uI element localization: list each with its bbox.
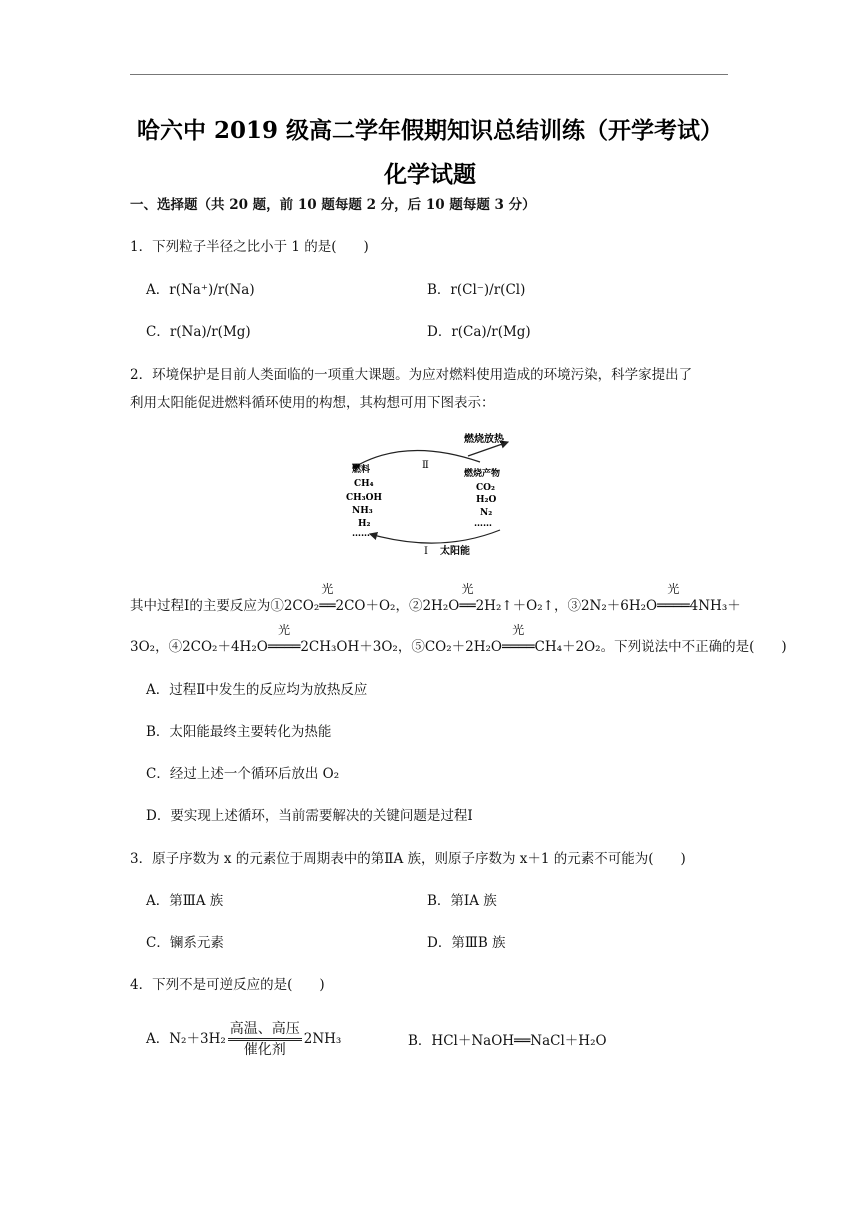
q3-option-d: D．第ⅢB 族 (427, 935, 506, 951)
fuel-item: NH₃ (352, 506, 373, 516)
light-label: 光 (667, 582, 680, 596)
fuel-item: H₂ (358, 519, 371, 529)
q3-option-c: C．镧系元素 (146, 935, 224, 951)
header-rule (130, 74, 728, 75)
heat-label: 燃烧放热 (464, 434, 504, 445)
q3-option-a: A．第ⅢA 族 (146, 893, 224, 909)
q2-reaction-line2 (130, 623, 787, 656)
reaction-text: 4NH₃＋ (689, 598, 741, 614)
q1-option-c: C．r(Na)/r(Mg) (146, 324, 251, 340)
q2-reaction-line1 (130, 582, 741, 615)
light-label: 光 (278, 623, 291, 637)
q2-option-d: D．要实现上述循环，当前需要解决的关键问题是过程Ⅰ (146, 808, 473, 824)
q4-a-conditions (228, 1020, 302, 1059)
q2-option-c: C．经过上述一个循环后放出 O₂ (146, 766, 340, 782)
light-equals-1: 光 ══ (319, 582, 336, 614)
q2-stem-line1: 2．环境保护是目前人类面临的一项重大课题。为应对燃料使用造成的环境污染，科学家提出了 (130, 367, 693, 383)
process-2-arc (360, 450, 480, 464)
product-item: …… (474, 519, 492, 529)
reaction-text: CH₄＋2O₂。下列说法中不正确的是( ) (534, 639, 787, 655)
reaction-text: 其中过程Ⅰ的主要反应为①2CO₂ (130, 598, 320, 614)
product-item: N₂ (480, 508, 493, 518)
exam-title: 哈六中 2019 级高二学年假期知识总结训练（开学考试） (136, 117, 724, 144)
fuel-item: …… (352, 529, 370, 539)
q4-a-products: 2NH₃ (303, 1031, 342, 1047)
q4-stem: 4．下列不是可逆反应的是( ) (130, 977, 325, 993)
q4-a-reactants: A．N₂＋3H₂ (146, 1031, 226, 1047)
reaction-text: 2CH₃OH＋3O₂，⑤CO₂＋2H₂O (300, 639, 502, 655)
section-heading: 一、选择题（共 20 题，前 10 题每题 2 分，后 10 题每题 3 分） (130, 197, 536, 213)
light-label: 光 (321, 582, 334, 596)
light-equals-2: 光 ══ (459, 582, 476, 614)
q4-a-condition-bottom: 催化剂 (243, 1042, 286, 1058)
q1-stem: 1．下列粒子半径之比小于 1 的是( ) (130, 239, 369, 255)
product-title: 燃烧产物 (464, 469, 501, 479)
light-equals-3: 光 ════ (657, 582, 690, 614)
fuel-title: 燃料 (352, 465, 371, 475)
process-2-label: Ⅱ (422, 460, 429, 471)
solar-label: 太阳能 (440, 546, 470, 557)
fuel-cycle-diagram (340, 430, 520, 560)
light-equals-5: 光 ════ (502, 623, 535, 655)
fuel-item: CH₃OH (346, 493, 382, 503)
q3-option-b: B．第ⅠA 族 (427, 893, 497, 909)
light-label: 光 (512, 623, 525, 637)
q4-option-b: B．HCl＋NaOH══NaCl＋H₂O (408, 1033, 607, 1049)
q2-stem-line2: 利用太阳能促进燃料循环使用的构想，其构想可用下图表示： (130, 395, 495, 411)
process-1-arc (370, 530, 500, 543)
fuel-item: CH₄ (354, 479, 374, 489)
q4-option-a (146, 1020, 341, 1059)
product-item: H₂O (476, 495, 497, 505)
q4-a-condition-top: 高温、高压 (228, 1020, 302, 1041)
light-equals-4: 光 ════ (267, 623, 301, 655)
q1-option-a: A．r(Na⁺)/r(Na) (146, 282, 255, 298)
q2-option-a: A．过程Ⅱ中发生的反应均为放热反应 (146, 682, 368, 698)
product-item: CO₂ (476, 483, 495, 493)
q1-option-d: D．r(Ca)/r(Mg) (427, 324, 531, 340)
q1-option-b: B．r(Cl⁻)/r(Cl) (427, 282, 526, 298)
reaction-text: 3O₂，④2CO₂＋4H₂O (130, 639, 268, 655)
reaction-text: 2H₂↑＋O₂↑，③2N₂＋6H₂O (475, 598, 658, 614)
q2-option-b: B．太阳能最终主要转化为热能 (146, 724, 332, 740)
light-label: 光 (461, 582, 474, 596)
reaction-text: 2CO＋O₂，②2H₂O (335, 598, 460, 614)
process-1-label: Ⅰ (424, 546, 428, 557)
q3-stem: 3．原子序数为 x 的元素位于周期表中的第ⅡA 族，则原子序数为 x＋1 的元素不可能为( ) (130, 851, 686, 867)
exam-subtitle: 化学试题 (384, 161, 476, 188)
